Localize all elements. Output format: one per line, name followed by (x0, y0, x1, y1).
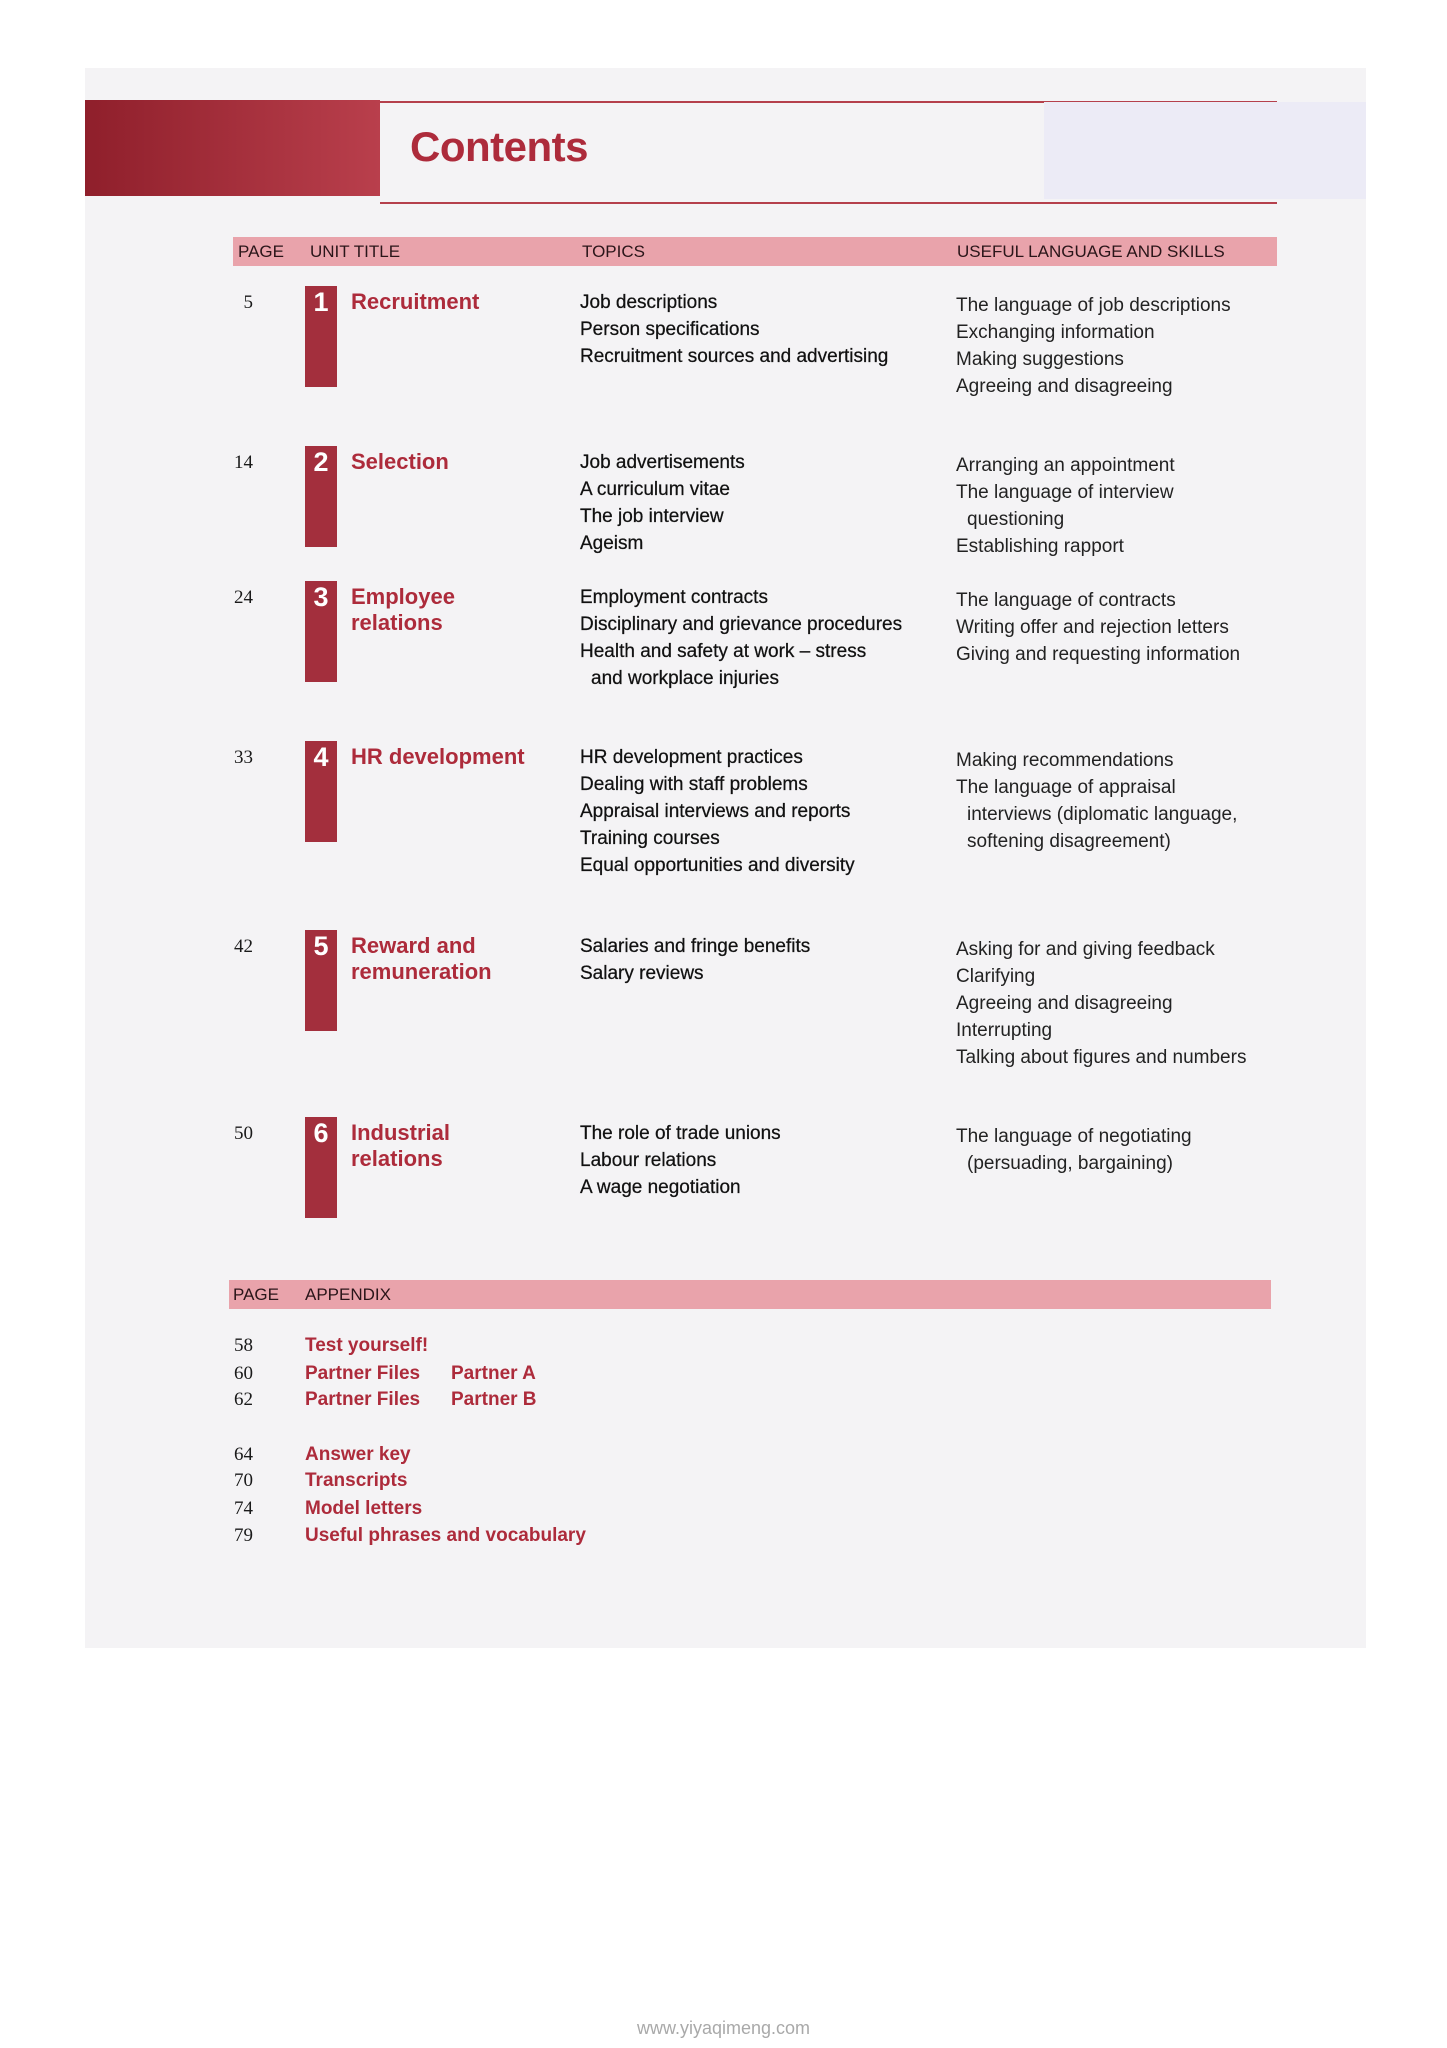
unit-page-number: 50 (234, 1123, 253, 1144)
skill-item-continued: interviews (diplomatic language, (967, 804, 1238, 825)
column-header-skills: USEFUL LANGUAGE AND SKILLS (957, 242, 1225, 261)
unit-page-number: 14 (234, 452, 253, 473)
skill-item: Agreeing and disagreeing (956, 993, 1173, 1014)
unit-number-bar (305, 581, 337, 682)
topic-item: Employment contracts (580, 587, 768, 608)
appendix-page-number: 70 (234, 1470, 253, 1491)
appendix-row (0, 1441, 1447, 1468)
topic-item: Equal opportunities and diversity (580, 855, 855, 876)
appendix-row (0, 1495, 1447, 1522)
topic-item: Training courses (580, 828, 720, 849)
skill-item-continued: softening disagreement) (967, 831, 1171, 852)
skill-item: The language of negotiating (956, 1126, 1192, 1147)
unit-number-bar (305, 930, 337, 1031)
skill-item: Giving and requesting information (956, 644, 1241, 665)
skill-item: Interrupting (956, 1020, 1053, 1041)
unit-page-number: 42 (234, 936, 253, 957)
unit-topics (580, 584, 902, 692)
unit-title-line: HR development (351, 744, 525, 769)
appendix-header-band (229, 1280, 1271, 1309)
appendix-title: Test yourself! (305, 1335, 429, 1356)
appendix-title: Transcripts (305, 1470, 408, 1491)
unit-skills (956, 587, 1240, 668)
column-header-topics: TOPICS (582, 242, 645, 261)
topic-item: Labour relations (580, 1150, 717, 1171)
appendix-title: Useful phrases and vocabulary (305, 1525, 586, 1546)
topic-item-continued: and workplace injuries (591, 668, 779, 689)
column-header-band (233, 237, 1277, 266)
unit-title (351, 744, 525, 770)
appendix-title: Partner Files (305, 1363, 421, 1384)
skill-item: Asking for and giving feedback (956, 939, 1215, 960)
skill-item: The language of contracts (956, 590, 1176, 611)
skill-item: Writing offer and rejection letters (956, 617, 1229, 638)
unit-page-number: 5 (243, 292, 253, 313)
unit-row (0, 742, 1447, 876)
skill-item-continued: questioning (967, 509, 1065, 530)
unit-title-line: Reward and (351, 933, 476, 958)
topic-item: Health and safety at work – stress (580, 641, 867, 662)
header-rule-bottom (380, 202, 1277, 204)
skill-item: Establishing rapport (956, 536, 1124, 557)
unit-row (0, 584, 1447, 694)
unit-number: 3 (313, 582, 329, 612)
skill-item: Making suggestions (956, 349, 1124, 370)
facing-page-bleed (1044, 102, 1366, 199)
unit-row (0, 931, 1447, 1068)
topic-item: Ageism (580, 533, 644, 554)
skill-item: Arranging an appointment (956, 455, 1175, 476)
unit-title-line: relations (351, 1146, 443, 1171)
unit-title-line: Industrial (351, 1120, 451, 1145)
skill-item: The language of interview (956, 482, 1174, 503)
header-color-block (85, 100, 380, 196)
column-header-page: PAGE (238, 242, 284, 261)
topic-item: Job descriptions (580, 292, 718, 313)
appendix-row (0, 1332, 1447, 1359)
topic-item: Job advertisements (580, 452, 745, 473)
unit-title (351, 449, 449, 475)
unit-number: 6 (313, 1118, 329, 1148)
appendix-row (0, 1360, 1447, 1387)
unit-number-bar (305, 286, 337, 387)
appendix-page-number: 58 (234, 1335, 253, 1356)
appendix-page-number: 64 (234, 1444, 253, 1465)
appendix-page-number: 79 (234, 1525, 253, 1546)
appendix-page-number: 62 (234, 1389, 253, 1410)
unit-topics (580, 449, 745, 557)
unit-row (0, 1120, 1447, 1230)
appendix-subtitle: Partner B (451, 1389, 537, 1410)
appendix-row (0, 1522, 1447, 1549)
unit-skills (956, 747, 1237, 855)
unit-topics (580, 289, 888, 370)
appendix-header-title: APPENDIX (305, 1285, 391, 1304)
unit-number: 2 (313, 447, 329, 477)
unit-number: 1 (313, 287, 329, 317)
appendix-title: Answer key (305, 1444, 411, 1465)
unit-skills (956, 1123, 1192, 1177)
unit-number: 5 (313, 931, 329, 961)
topic-item: Recruitment sources and advertising (580, 346, 889, 367)
topic-item: A wage negotiation (580, 1177, 741, 1198)
unit-title-line: relations (351, 610, 443, 635)
unit-row (0, 449, 1447, 559)
appendix-title: Partner Files (305, 1389, 421, 1410)
skill-item: Talking about figures and numbers (956, 1047, 1247, 1068)
unit-number-bar (305, 446, 337, 547)
topic-item: The job interview (580, 506, 724, 527)
skill-item: The language of job descriptions (956, 295, 1231, 316)
unit-topics (580, 933, 810, 987)
appendix-title: Model letters (305, 1498, 423, 1519)
topic-item: HR development practices (580, 747, 803, 768)
column-header-unit-title: UNIT TITLE (310, 242, 401, 261)
unit-title (351, 584, 455, 636)
unit-number: 4 (313, 742, 329, 772)
page-title: Contents (410, 123, 588, 170)
topic-item: Dealing with staff problems (580, 774, 808, 795)
unit-title-line: Selection (351, 449, 449, 474)
skill-item: Agreeing and disagreeing (956, 376, 1173, 397)
skill-item: The language of appraisal (956, 777, 1176, 798)
footer-watermark: www.yiyaqimeng.com (636, 2018, 811, 2038)
unit-topics (580, 1120, 781, 1201)
unit-title-line: Employee (351, 584, 455, 609)
topic-item: The role of trade unions (580, 1123, 781, 1144)
unit-page-number: 24 (234, 587, 253, 608)
unit-title-line: remuneration (351, 959, 492, 984)
unit-number-bar (305, 741, 337, 842)
skill-item: Exchanging information (956, 322, 1155, 343)
unit-row (0, 289, 1447, 399)
unit-title (351, 289, 479, 315)
unit-skills (956, 452, 1175, 560)
unit-number-bar (305, 1117, 337, 1218)
topic-item: Appraisal interviews and reports (580, 801, 851, 822)
unit-page-number: 33 (234, 747, 253, 768)
unit-title (351, 1120, 450, 1172)
unit-skills (956, 292, 1231, 400)
appendix-page-number: 60 (234, 1363, 253, 1384)
topic-item: Person specifications (580, 319, 760, 340)
appendix-page-number: 74 (234, 1498, 253, 1519)
skill-item: Clarifying (956, 966, 1036, 987)
appendix-row (0, 1386, 1447, 1413)
skill-item-continued: (persuading, bargaining) (967, 1153, 1173, 1174)
unit-title (351, 933, 492, 985)
unit-topics (580, 744, 855, 879)
unit-title-line: Recruitment (351, 289, 480, 314)
appendix-header-page: PAGE (233, 1285, 279, 1304)
skill-item: Making recommendations (956, 750, 1174, 771)
topic-item: Salary reviews (580, 963, 704, 984)
unit-skills (956, 936, 1246, 1071)
topic-item: Disciplinary and grievance procedures (580, 614, 903, 635)
topic-item: Salaries and fringe benefits (580, 936, 811, 957)
topic-item: A curriculum vitae (580, 479, 730, 500)
appendix-row (0, 1467, 1447, 1494)
appendix-subtitle: Partner A (451, 1363, 536, 1384)
